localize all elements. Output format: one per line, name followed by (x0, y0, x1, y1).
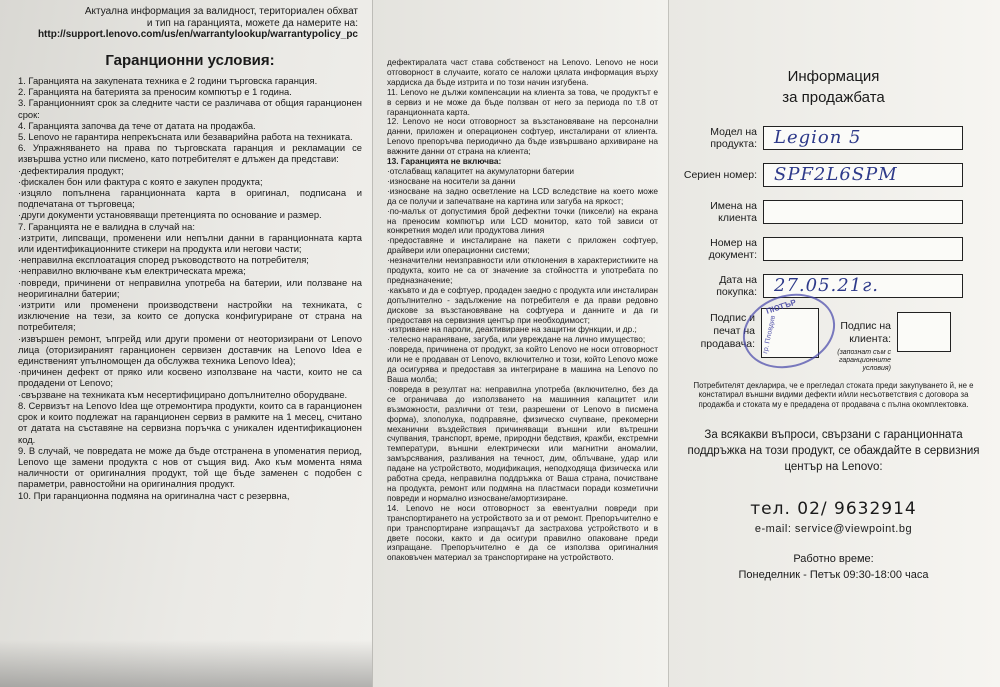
warranty-paragraph: ·неправилно включване към електрическата мрежа; (18, 265, 246, 277)
header-line: Актуална информация за валидност, териториален обхват (84, 6, 358, 17)
warranty-paragraph: 2. Гаранцията на батерията за преносим компютър е 1 година. (18, 86, 292, 98)
warranty-paragraph: 1. Гаранцията на закупената техника е 2 години търговска гаранция. (18, 75, 318, 86)
model-box[interactable] (763, 126, 963, 150)
warranty-paragraph: ·извършен ремонт, ъпгрейд или други промени от неоторизирани от Lenovo лица (оторизираният гаранционен сервизен доставчик на Lenovo Idea е единственият упълномощен да обслужва техника Lenovo Idea); (18, 332, 362, 367)
client-signature-box[interactable] (897, 312, 951, 352)
exclusion-paragraph: ·износване на носители за данни (387, 175, 516, 186)
warranty-url: http://support.lenovo.com/us/en/warrantylookup/warrantypolicy_pc (37, 29, 358, 40)
warranty-exclusions-panel (372, 0, 668, 687)
warranty-paragraph: ·изтрити, липсващи, променени или непълни данни в гаранционната карта или идентификационните стикери на продукта или негови части; (18, 231, 362, 255)
signature-row (681, 297, 986, 373)
warranty-paragraph: ·свързване на техниката към несертифицирано допълнително оборудване. (18, 388, 348, 400)
title-line: за продажбата (782, 89, 885, 106)
work-hours-title: Работно време: (793, 553, 874, 566)
field-label: Номер на документ: (708, 237, 757, 261)
exclusion-paragraph: 13. Гаранцията не включва: (387, 156, 502, 167)
handwritten-value: Legion 5 (774, 127, 862, 148)
exclusion-paragraph: 11. Lenovo не дължи компенсации на клиента за това, че продуктът е в сервиз и не може да бъде ползван от него за периода по т.8 от гаранционната карта. (387, 86, 658, 117)
email-address: e-mail: service@viewpoint.bg (754, 523, 913, 536)
stamp-city: гр. Пловдив (762, 314, 778, 355)
warranty-paragraph: ·други документи установяващи претенцията по основание и размер. (18, 209, 322, 221)
exclusion-paragraph: ·по-малък от допустимия брой дефектни точки (пиксели) на екрана на преносим компютър или LCD монитор, като той зависи от конкретния модел или продуктова линия (387, 205, 658, 236)
header-line: и тип на гаранцията, можете да намерите на: (146, 17, 358, 29)
field-document (681, 231, 986, 267)
field-label: Имена на клиента (710, 200, 757, 224)
warranty-paragraph: 3. Гаранционният срок за следните части се различава от общия гаранционен срок: (18, 97, 362, 120)
warranty-paragraph: ·изтрити или променени производствени настройки на техниката, с изключение на тези, за които се допуска конфигуриране от страна на потребителя; (18, 299, 362, 333)
exclusion-paragraph: ·повреда, причинена от продукт, за който Lenovo не носи отговорност или не е продаван от Lenovo, включително и този, който Lenovo може да осигурява и предоставя за интегриране в машина на Lenovo по Ваша молба; (387, 344, 658, 384)
document-box[interactable] (763, 237, 963, 261)
exclusion-paragraph: дефектиралата част става собственост на Lenovo. Lenovo не носи отговорност в случаите, когато се наложи цялата информация върху хардиска да бъде изтрита и по този начин изгубена. (387, 57, 658, 87)
field-date (681, 268, 986, 304)
warranty-paragraph: ·неправилна експлоатация според ръководството на потребителя; (18, 254, 309, 266)
field-label: Модел на продукта: (710, 126, 757, 150)
exclusion-paragraph: 12. Lenovo не носи отговорност за възстановяване на персонални данни, приложен и операционен софтуер, инсталирани от клиента. Lenovo препоръчва периодично да бъде извършвано архивиране на важните данни от страна на клиента; (387, 116, 658, 157)
seller-signature-box[interactable] (761, 297, 819, 358)
exclusion-paragraph: ·износване на задно осветление на LCD вследствие на което може да се получи и запечатване на картина или загуба на яркост; (387, 185, 658, 206)
serial-box[interactable] (763, 163, 963, 187)
warranty-paragraph: 9. В случай, че повредата не може да бъде отстранена в упоменатия период, Lenovo ще замени продукта с нов от същия вид. Ако към момента няма наличности от оригиналния продукт, той ще бъде заменен с подобен с параметри, равностойни на оригиналния продукт. (18, 444, 362, 490)
field-serial (681, 157, 986, 193)
shadow-edge (0, 640, 372, 687)
sale-info-title (681, 66, 986, 108)
warranty-paragraph: ·причинен дефект от пряко или косвено използване на части, които не са продадени от Lenovo; (18, 366, 362, 389)
warranty-paragraph: 8. Сервизът на Lenovo Idea ще отремонтира продукти, които са в гаранционен срок и които подлежат на гаранционен сервиз в рамките на 1 месец, считано от датата на съставяне на сервизна поръчка с уникален идентификационен код. (18, 399, 362, 445)
exclusion-paragraph: ·незначителни неизправности или отклонения в характеристиките на продукта, които не са от значение за стойността и употребата по предназначение; (387, 255, 658, 285)
exclusion-paragraph: ·предоставяне и инсталиране на пакети с приложен софтуер, драйвери или операционни системи; (387, 235, 658, 256)
field-model (681, 120, 986, 156)
warranty-paragraph: 10. При гаранционна подмяна на оригинална част с резервна, (18, 489, 290, 501)
warranty-paragraph: ·изцяло попълнена гаранционната карта в оригинал, подписана и подпечатана от търговеца; (18, 187, 362, 210)
phone-number: тел. 02/ 9632914 (750, 499, 917, 520)
work-hours: Понеделник - Петък 09:30-18:00 часа (738, 569, 929, 582)
exclusion-paragraph: ·повреда в резултат на: неправилна употреба (включително, без да се ограничава до използването на машинния капацитет или възможности, различни от тези, разрешени от Lenovo в писмена форма), злополука, подправяне, физическо счупване, прекомерни механични въздействия причиняващи външни или вътрешни счупвания, транспорт, време, природни бедствия, кражби, екстремни температури, външни електрически или магнитни аномалии, замърсявания, разливания на течност, дим, облъчване, удар или падане на устройството, модификация, неподходяща физическа или работна среда, неправилна поддръжка от Ваша страна, почистване на продукта, ремонт или подмяна на пластмаси поради козметични повреди и нормално износване/амортизиране. (387, 383, 658, 503)
client-label-text: Подпис на клиента: (840, 320, 891, 345)
warranty-paragraph: 7. Гаранцията не е валидна в случай на: (18, 220, 195, 232)
handwritten-value: 27.05.21г. (774, 275, 879, 296)
warranty-paragraph: 5. Lenovo не гарантира непрекъсната или безаварийна работа на техниката. (18, 131, 353, 143)
handwritten-value: SPF2L6SPM (774, 164, 898, 185)
exclusion-paragraph: ·телесно нараняване, загуба, или увреждане на лично имущество; (387, 334, 646, 345)
warranty-conditions-panel (0, 0, 372, 687)
title-line: Информация (787, 68, 880, 85)
exclusion-paragraph: ·отслабващ капацитет на акумулаторни батерии (387, 165, 574, 176)
client-name-box[interactable] (763, 200, 963, 224)
warranty-paragraph: 4. Гаранцията започва да тече от датата на продажба. (18, 119, 256, 131)
stamp-text: ПЮТЪР (764, 297, 798, 316)
warranty-title: Гаранционни условия: (105, 52, 275, 69)
client-note: (запознат съм с гаранционните условия) (837, 349, 891, 372)
field-client-name (681, 194, 986, 230)
exclusion-paragraph: ·какъвто и да е софтуер, продаден заедно с продукта или инсталиран допълнително - задължение на потребителя е да прави редовно дискове за възстановяване на софтуера и данните и да ги предоставя на сервизния център при необходимост; (387, 284, 659, 325)
warranty-paragraph: ·дефектиралия продукт; (18, 164, 124, 176)
exclusion-paragraph: ·изтриване на пароли, деактивиране на защитни функции, и др.; (387, 324, 637, 335)
warranty-paragraph: ·фискален бон или фактура с която е закупен продукта; (18, 175, 263, 187)
field-label: Сериен номер: (683, 169, 757, 181)
warranty-paragraph: 6. Упражняването на права по търговската гаранция и рекламации се извършва устно или писмено, като потребителят е длъжен да представи: (18, 142, 362, 165)
warranty-text (18, 75, 362, 501)
declaration-text: Потребителят декларира, че е прегледал стоката преди закупуването й, не е констатирал външни видими дефекти и/или несъответствия с договора за продажба и стоката му е предадена от продавача с пълна окомплектовка. (693, 381, 974, 409)
support-text: За всякакви въпроси, свързани с гаранционната поддръжка на този продукт, се обаждайте в сервизния център на Lenovo: (687, 429, 980, 474)
exclusions-text (387, 58, 658, 563)
warranty-paragraph: ·повреди, причинени от неправилна употреба на батерии, или ползване на неоригинални батерии; (18, 276, 362, 299)
sale-info-panel (668, 0, 1000, 687)
exclusion-paragraph: 14. Lenovo не носи отговорност за евентуални повреди при транспортирането на устройството за и от ремонт. Препоръчително е при транспортиране изпращачът да застрахова устройството и в двете посоки, както и да осигури правилно опаковане преди изпращане. Препоръчително е да се използва оригиналния опаковъчен материал за транспортиране на устройството. (387, 502, 658, 563)
field-label: Дата на покупка: (716, 274, 757, 298)
seller-signature-label: Подпис и печат на продавача: (700, 312, 755, 350)
